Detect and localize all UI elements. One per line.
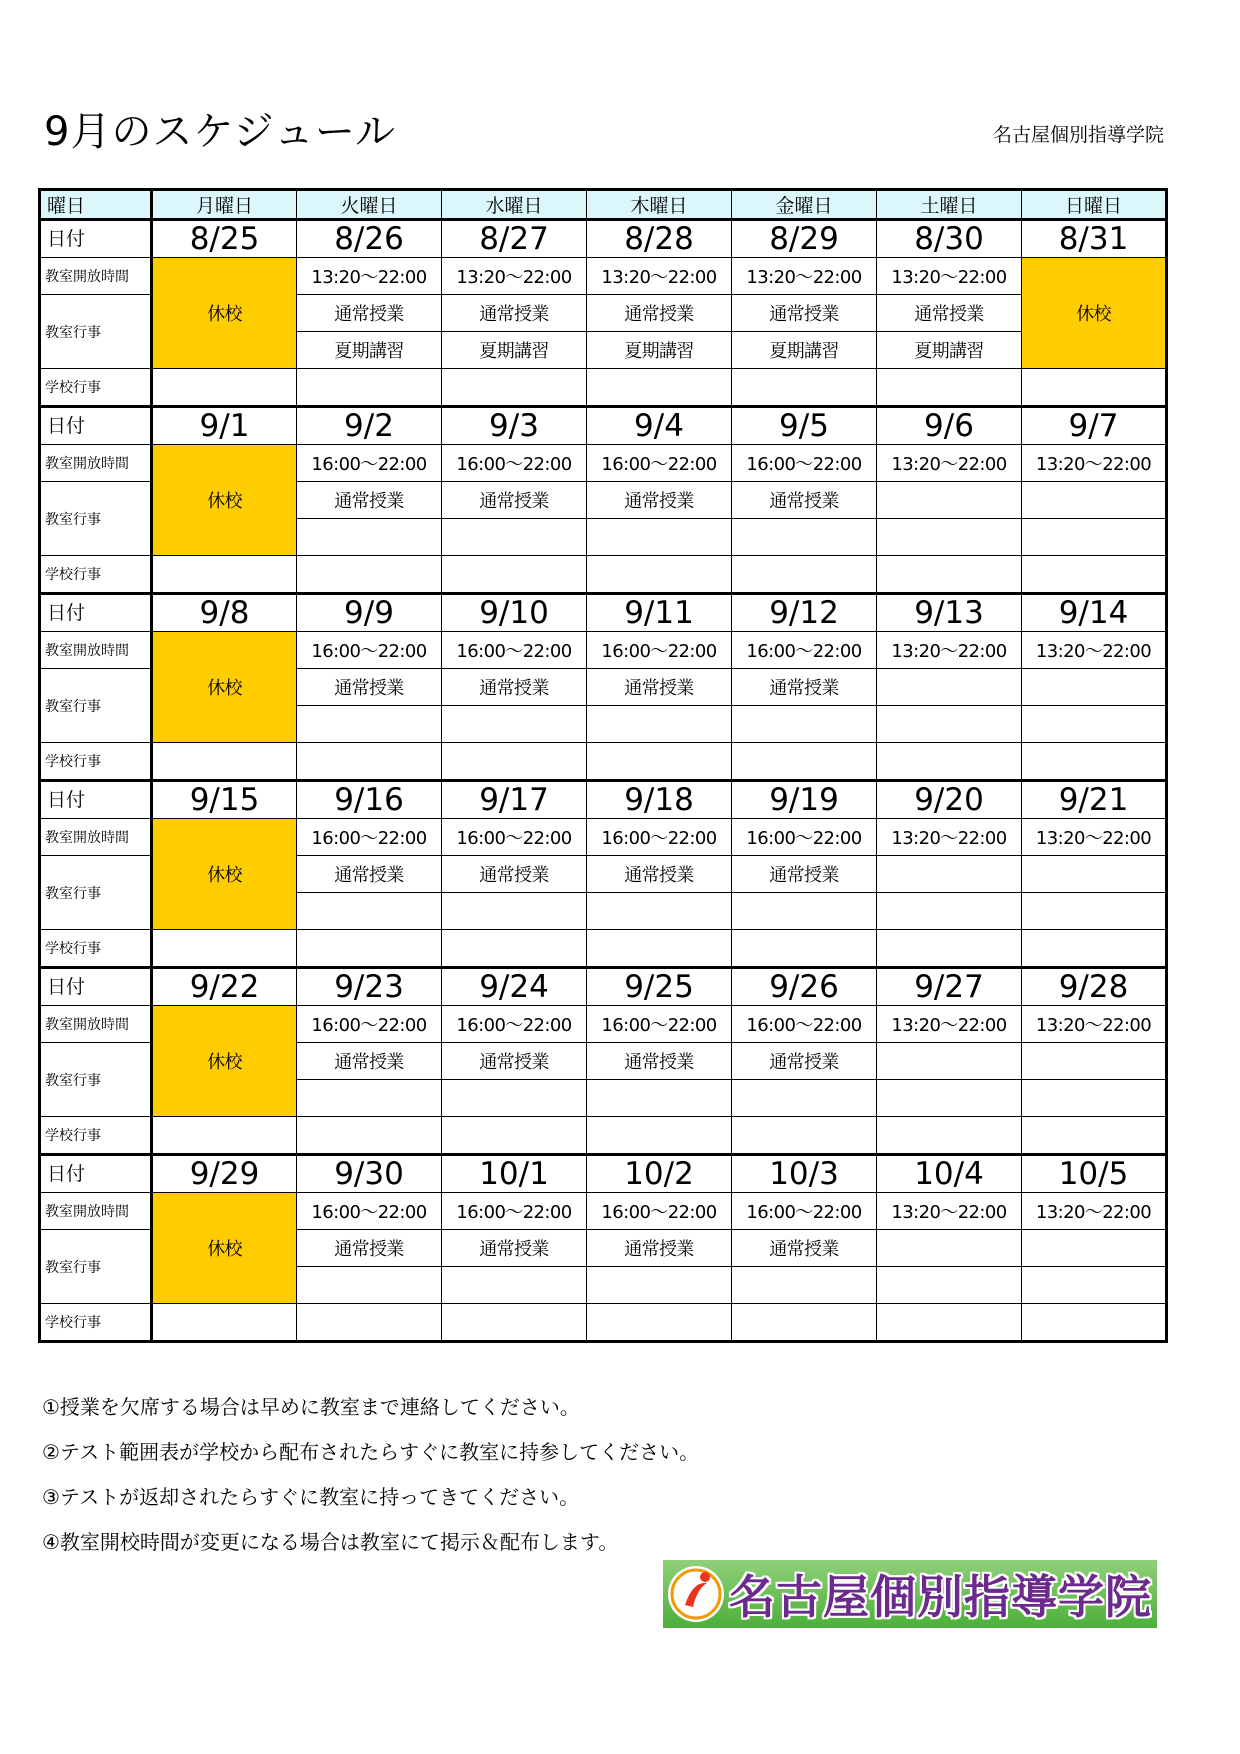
closed-cell: 休校 (152, 445, 297, 556)
weekday-header-cell: 水曜日 (442, 190, 587, 220)
class-event-cell (732, 893, 877, 930)
date-cell: 9/19 (732, 781, 877, 819)
date-cell: 9/4 (587, 407, 732, 445)
class-event-cell: 通常授業 (732, 669, 877, 706)
school-event-row (40, 556, 1167, 594)
class-event-cell: 通常授業 (297, 856, 442, 893)
open-hours-cell: 16:00～22:00 (297, 445, 442, 482)
date-label: 日付 (40, 1155, 152, 1193)
open-hours-cell: 13:20～22:00 (587, 258, 732, 295)
date-cell: 10/3 (732, 1155, 877, 1193)
date-cell: 9/24 (442, 968, 587, 1006)
date-cell: 10/5 (1022, 1155, 1167, 1193)
date-label: 日付 (40, 968, 152, 1006)
school-event-cell (587, 1304, 732, 1342)
date-cell: 9/17 (442, 781, 587, 819)
class-event-cell: 夏期講習 (587, 332, 732, 369)
school-event-cell (732, 1117, 877, 1155)
class-event-cell (877, 519, 1022, 556)
note-item: ①授業を欠席する場合は早めに教室まで連絡してください。 (42, 1395, 580, 1419)
date-row (40, 220, 1167, 258)
school-event-cell (732, 1304, 877, 1342)
date-cell: 8/31 (1022, 220, 1167, 258)
class-event-cell (877, 706, 1022, 743)
note-item: ④教室開校時間が変更になる場合は教室にて掲示＆配布します。 (42, 1530, 619, 1554)
school-event-cell (1022, 556, 1167, 594)
open-hours-cell: 16:00～22:00 (442, 819, 587, 856)
school-event-cell (1022, 743, 1167, 781)
date-cell: 10/4 (877, 1155, 1022, 1193)
date-cell: 9/10 (442, 594, 587, 632)
open-hours-cell: 13:20～22:00 (877, 632, 1022, 669)
open-hours-cell: 16:00～22:00 (442, 445, 587, 482)
weekday-header-cell: 土曜日 (877, 190, 1022, 220)
date-row (40, 407, 1167, 445)
date-cell: 9/12 (732, 594, 877, 632)
open-hours-label: 教室開放時間 (40, 1193, 152, 1230)
class-event-cell: 通常授業 (297, 482, 442, 519)
school-event-cell (587, 930, 732, 968)
school-name-header: 名古屋個別指導学院 (992, 124, 1164, 146)
date-cell: 9/26 (732, 968, 877, 1006)
school-event-cell (442, 369, 587, 407)
closed-cell: 休校 (152, 258, 297, 369)
date-label: 日付 (40, 594, 152, 632)
school-event-cell (587, 743, 732, 781)
school-logo-icon (663, 1561, 729, 1627)
open-hours-cell: 13:20～22:00 (877, 1006, 1022, 1043)
class-event-cell (1022, 893, 1167, 930)
school-event-cell (877, 556, 1022, 594)
class-event-cell (732, 1267, 877, 1304)
school-event-cell (877, 1117, 1022, 1155)
class-event-cell (587, 893, 732, 930)
open-hours-cell: 16:00～22:00 (732, 1006, 877, 1043)
class-event-cell (877, 1230, 1022, 1267)
class-event-cell (297, 893, 442, 930)
open-hours-cell: 16:00～22:00 (297, 819, 442, 856)
school-event-cell (442, 556, 587, 594)
school-event-cell (152, 369, 297, 407)
class-event-cell: 通常授業 (442, 1230, 587, 1267)
weekday-header-cell: 日曜日 (1022, 190, 1167, 220)
school-event-cell (442, 930, 587, 968)
date-row (40, 968, 1167, 1006)
date-cell: 9/11 (587, 594, 732, 632)
class-event-cell (877, 1267, 1022, 1304)
note-item: ③テストが返却されたらすぐに教室に持ってきてください。 (42, 1485, 580, 1509)
class-event-cell: 通常授業 (732, 482, 877, 519)
school-event-cell (732, 369, 877, 407)
open-hours-cell: 13:20～22:00 (1022, 819, 1167, 856)
open-hours-label: 教室開放時間 (40, 632, 152, 669)
schedule-table (38, 188, 1168, 1343)
school-event-cell (1022, 1304, 1167, 1342)
open-hours-row (40, 258, 1167, 295)
date-cell: 9/21 (1022, 781, 1167, 819)
class-event-cell (297, 706, 442, 743)
school-event-cell (152, 743, 297, 781)
school-events-label: 学校行事 (40, 556, 152, 594)
open-hours-row (40, 1193, 1167, 1230)
class-event-cell (877, 1080, 1022, 1117)
open-hours-cell: 16:00～22:00 (442, 1006, 587, 1043)
class-event-cell: 通常授業 (442, 856, 587, 893)
open-hours-cell: 16:00～22:00 (297, 1193, 442, 1230)
open-hours-cell: 16:00～22:00 (442, 632, 587, 669)
open-hours-cell: 16:00～22:00 (587, 1193, 732, 1230)
date-cell: 9/20 (877, 781, 1022, 819)
school-events-label: 学校行事 (40, 743, 152, 781)
school-event-cell (297, 743, 442, 781)
date-cell: 9/14 (1022, 594, 1167, 632)
school-event-row (40, 930, 1167, 968)
open-hours-label: 教室開放時間 (40, 1006, 152, 1043)
open-hours-cell: 13:20～22:00 (877, 445, 1022, 482)
open-hours-cell: 16:00～22:00 (732, 1193, 877, 1230)
class-events-label: 教室行事 (40, 1043, 152, 1117)
notes-list (42, 1385, 699, 1565)
class-event-cell: 通常授業 (442, 669, 587, 706)
page-title: 9月のスケジュール (44, 109, 397, 155)
date-cell: 9/2 (297, 407, 442, 445)
class-event-cell (1022, 482, 1167, 519)
date-cell: 9/3 (442, 407, 587, 445)
class-event-cell (1022, 1230, 1167, 1267)
open-hours-cell: 16:00～22:00 (732, 445, 877, 482)
class-events-label: 教室行事 (40, 669, 152, 743)
school-event-cell (152, 930, 297, 968)
class-event-cell (587, 519, 732, 556)
date-label: 日付 (40, 220, 152, 258)
date-cell: 9/28 (1022, 968, 1167, 1006)
open-hours-cell: 13:20～22:00 (877, 258, 1022, 295)
weekday-header-cell: 木曜日 (587, 190, 732, 220)
open-hours-cell: 16:00～22:00 (587, 819, 732, 856)
class-event-cell (1022, 856, 1167, 893)
closed-cell: 休校 (152, 632, 297, 743)
school-event-cell (587, 369, 732, 407)
open-hours-label: 教室開放時間 (40, 819, 152, 856)
school-event-cell (152, 1304, 297, 1342)
class-event-cell (877, 856, 1022, 893)
class-event-cell: 通常授業 (732, 1230, 877, 1267)
open-hours-cell: 13:20～22:00 (1022, 632, 1167, 669)
date-row (40, 1155, 1167, 1193)
class-event-cell (877, 1043, 1022, 1080)
date-cell: 9/13 (877, 594, 1022, 632)
class-event-cell (1022, 1043, 1167, 1080)
class-event-cell: 通常授業 (442, 482, 587, 519)
class-event-cell: 通常授業 (732, 856, 877, 893)
open-hours-row (40, 445, 1167, 482)
school-event-row (40, 1304, 1167, 1342)
closed-cell: 休校 (152, 819, 297, 930)
date-cell: 8/30 (877, 220, 1022, 258)
class-event-cell: 通常授業 (877, 295, 1022, 332)
open-hours-row (40, 632, 1167, 669)
class-event-cell: 通常授業 (587, 1230, 732, 1267)
school-event-cell (442, 743, 587, 781)
class-event-cell (877, 482, 1022, 519)
class-event-cell (587, 1080, 732, 1117)
open-hours-cell: 16:00～22:00 (732, 819, 877, 856)
class-event-cell (297, 1267, 442, 1304)
open-hours-label: 教室開放時間 (40, 258, 152, 295)
closed-cell: 休校 (152, 1193, 297, 1304)
open-hours-cell: 13:20～22:00 (442, 258, 587, 295)
date-cell: 8/29 (732, 220, 877, 258)
class-event-cell (1022, 1080, 1167, 1117)
date-cell: 9/25 (587, 968, 732, 1006)
class-event-cell: 通常授業 (442, 295, 587, 332)
open-hours-cell: 16:00～22:00 (587, 1006, 732, 1043)
closed-cell: 休校 (1022, 258, 1167, 369)
class-event-cell: 通常授業 (297, 669, 442, 706)
weekday-header-cell: 金曜日 (732, 190, 877, 220)
class-event-cell: 通常授業 (297, 1043, 442, 1080)
class-event-cell (442, 893, 587, 930)
date-cell: 9/7 (1022, 407, 1167, 445)
class-event-cell (1022, 706, 1167, 743)
class-event-cell (1022, 1267, 1167, 1304)
date-cell: 9/23 (297, 968, 442, 1006)
school-event-cell (297, 1304, 442, 1342)
open-hours-cell: 16:00～22:00 (732, 632, 877, 669)
date-cell: 10/2 (587, 1155, 732, 1193)
class-event-cell (442, 1267, 587, 1304)
open-hours-cell: 16:00～22:00 (587, 632, 732, 669)
school-events-label: 学校行事 (40, 1304, 152, 1342)
weekday-header-row (40, 190, 1167, 220)
school-event-cell (877, 743, 1022, 781)
date-label: 日付 (40, 407, 152, 445)
school-event-cell (877, 1304, 1022, 1342)
date-row (40, 594, 1167, 632)
class-event-cell: 夏期講習 (877, 332, 1022, 369)
closed-cell: 休校 (152, 1006, 297, 1117)
date-cell: 9/6 (877, 407, 1022, 445)
date-label: 日付 (40, 781, 152, 819)
class-event-cell: 通常授業 (587, 669, 732, 706)
open-hours-cell: 13:20～22:00 (732, 258, 877, 295)
date-cell: 9/30 (297, 1155, 442, 1193)
class-events-label: 教室行事 (40, 482, 152, 556)
class-event-cell: 通常授業 (732, 1043, 877, 1080)
class-event-cell: 通常授業 (297, 1230, 442, 1267)
school-event-cell (732, 743, 877, 781)
open-hours-cell: 16:00～22:00 (297, 632, 442, 669)
class-event-cell: 通常授業 (587, 1043, 732, 1080)
weekday-header-cell: 月曜日 (152, 190, 297, 220)
school-event-row (40, 369, 1167, 407)
date-cell: 9/5 (732, 407, 877, 445)
class-event-cell: 夏期講習 (732, 332, 877, 369)
class-event-cell (297, 1080, 442, 1117)
school-logo (663, 1560, 1157, 1628)
class-event-cell (1022, 519, 1167, 556)
school-event-cell (297, 930, 442, 968)
class-event-cell (442, 706, 587, 743)
date-cell: 9/16 (297, 781, 442, 819)
class-event-cell: 夏期講習 (297, 332, 442, 369)
class-event-cell (732, 706, 877, 743)
weekday-header-cell: 火曜日 (297, 190, 442, 220)
school-event-cell (297, 556, 442, 594)
class-event-cell (732, 1080, 877, 1117)
school-event-row (40, 1117, 1167, 1155)
date-cell: 10/1 (442, 1155, 587, 1193)
date-cell: 9/27 (877, 968, 1022, 1006)
date-cell: 9/18 (587, 781, 732, 819)
class-events-label: 教室行事 (40, 295, 152, 369)
open-hours-row (40, 1006, 1167, 1043)
school-event-row (40, 743, 1167, 781)
logo-text: 名古屋個別指導学院 (729, 1570, 1152, 1624)
school-event-cell (297, 1117, 442, 1155)
school-event-cell (877, 930, 1022, 968)
open-hours-cell: 13:20～22:00 (297, 258, 442, 295)
note-item: ②テスト範囲表が学校から配布されたらすぐに教室に持参してください。 (42, 1440, 700, 1464)
class-event-cell: 通常授業 (297, 295, 442, 332)
date-cell: 8/25 (152, 220, 297, 258)
school-event-cell (587, 556, 732, 594)
date-cell: 9/9 (297, 594, 442, 632)
class-events-label: 教室行事 (40, 1230, 152, 1304)
open-hours-cell: 13:20～22:00 (877, 1193, 1022, 1230)
school-event-cell (587, 1117, 732, 1155)
class-event-cell (442, 519, 587, 556)
class-event-cell: 通常授業 (587, 482, 732, 519)
class-event-cell (587, 706, 732, 743)
school-event-cell (152, 1117, 297, 1155)
open-hours-cell: 16:00～22:00 (587, 445, 732, 482)
school-event-cell (442, 1117, 587, 1155)
open-hours-cell: 13:20～22:00 (1022, 1006, 1167, 1043)
school-event-cell (877, 369, 1022, 407)
open-hours-cell: 13:20～22:00 (1022, 1193, 1167, 1230)
school-event-cell (1022, 930, 1167, 968)
open-hours-cell: 13:20～22:00 (877, 819, 1022, 856)
school-event-cell (297, 369, 442, 407)
open-hours-label: 教室開放時間 (40, 445, 152, 482)
open-hours-cell: 13:20～22:00 (1022, 445, 1167, 482)
class-event-cell (732, 519, 877, 556)
date-cell: 9/29 (152, 1155, 297, 1193)
school-events-label: 学校行事 (40, 369, 152, 407)
school-event-cell (732, 930, 877, 968)
school-events-label: 学校行事 (40, 930, 152, 968)
school-event-cell (152, 556, 297, 594)
open-hours-row (40, 819, 1167, 856)
date-row (40, 781, 1167, 819)
date-cell: 9/22 (152, 968, 297, 1006)
class-event-cell (442, 1080, 587, 1117)
class-event-cell (877, 669, 1022, 706)
date-cell: 9/8 (152, 594, 297, 632)
date-cell: 8/26 (297, 220, 442, 258)
weekday-label: 曜日 (40, 190, 152, 220)
date-cell: 8/28 (587, 220, 732, 258)
class-event-cell: 通常授業 (587, 295, 732, 332)
school-event-cell (442, 1304, 587, 1342)
class-event-cell: 夏期講習 (442, 332, 587, 369)
school-event-cell (1022, 369, 1167, 407)
class-event-cell: 通常授業 (442, 1043, 587, 1080)
date-cell: 9/1 (152, 407, 297, 445)
school-event-cell (732, 556, 877, 594)
open-hours-cell: 16:00～22:00 (297, 1006, 442, 1043)
class-events-label: 教室行事 (40, 856, 152, 930)
class-event-cell (1022, 669, 1167, 706)
class-event-cell (587, 1267, 732, 1304)
class-event-cell (877, 893, 1022, 930)
class-event-cell: 通常授業 (587, 856, 732, 893)
class-event-cell (297, 519, 442, 556)
class-event-cell: 通常授業 (732, 295, 877, 332)
school-event-cell (1022, 1117, 1167, 1155)
date-cell: 9/15 (152, 781, 297, 819)
school-events-label: 学校行事 (40, 1117, 152, 1155)
open-hours-cell: 16:00～22:00 (442, 1193, 587, 1230)
date-cell: 8/27 (442, 220, 587, 258)
